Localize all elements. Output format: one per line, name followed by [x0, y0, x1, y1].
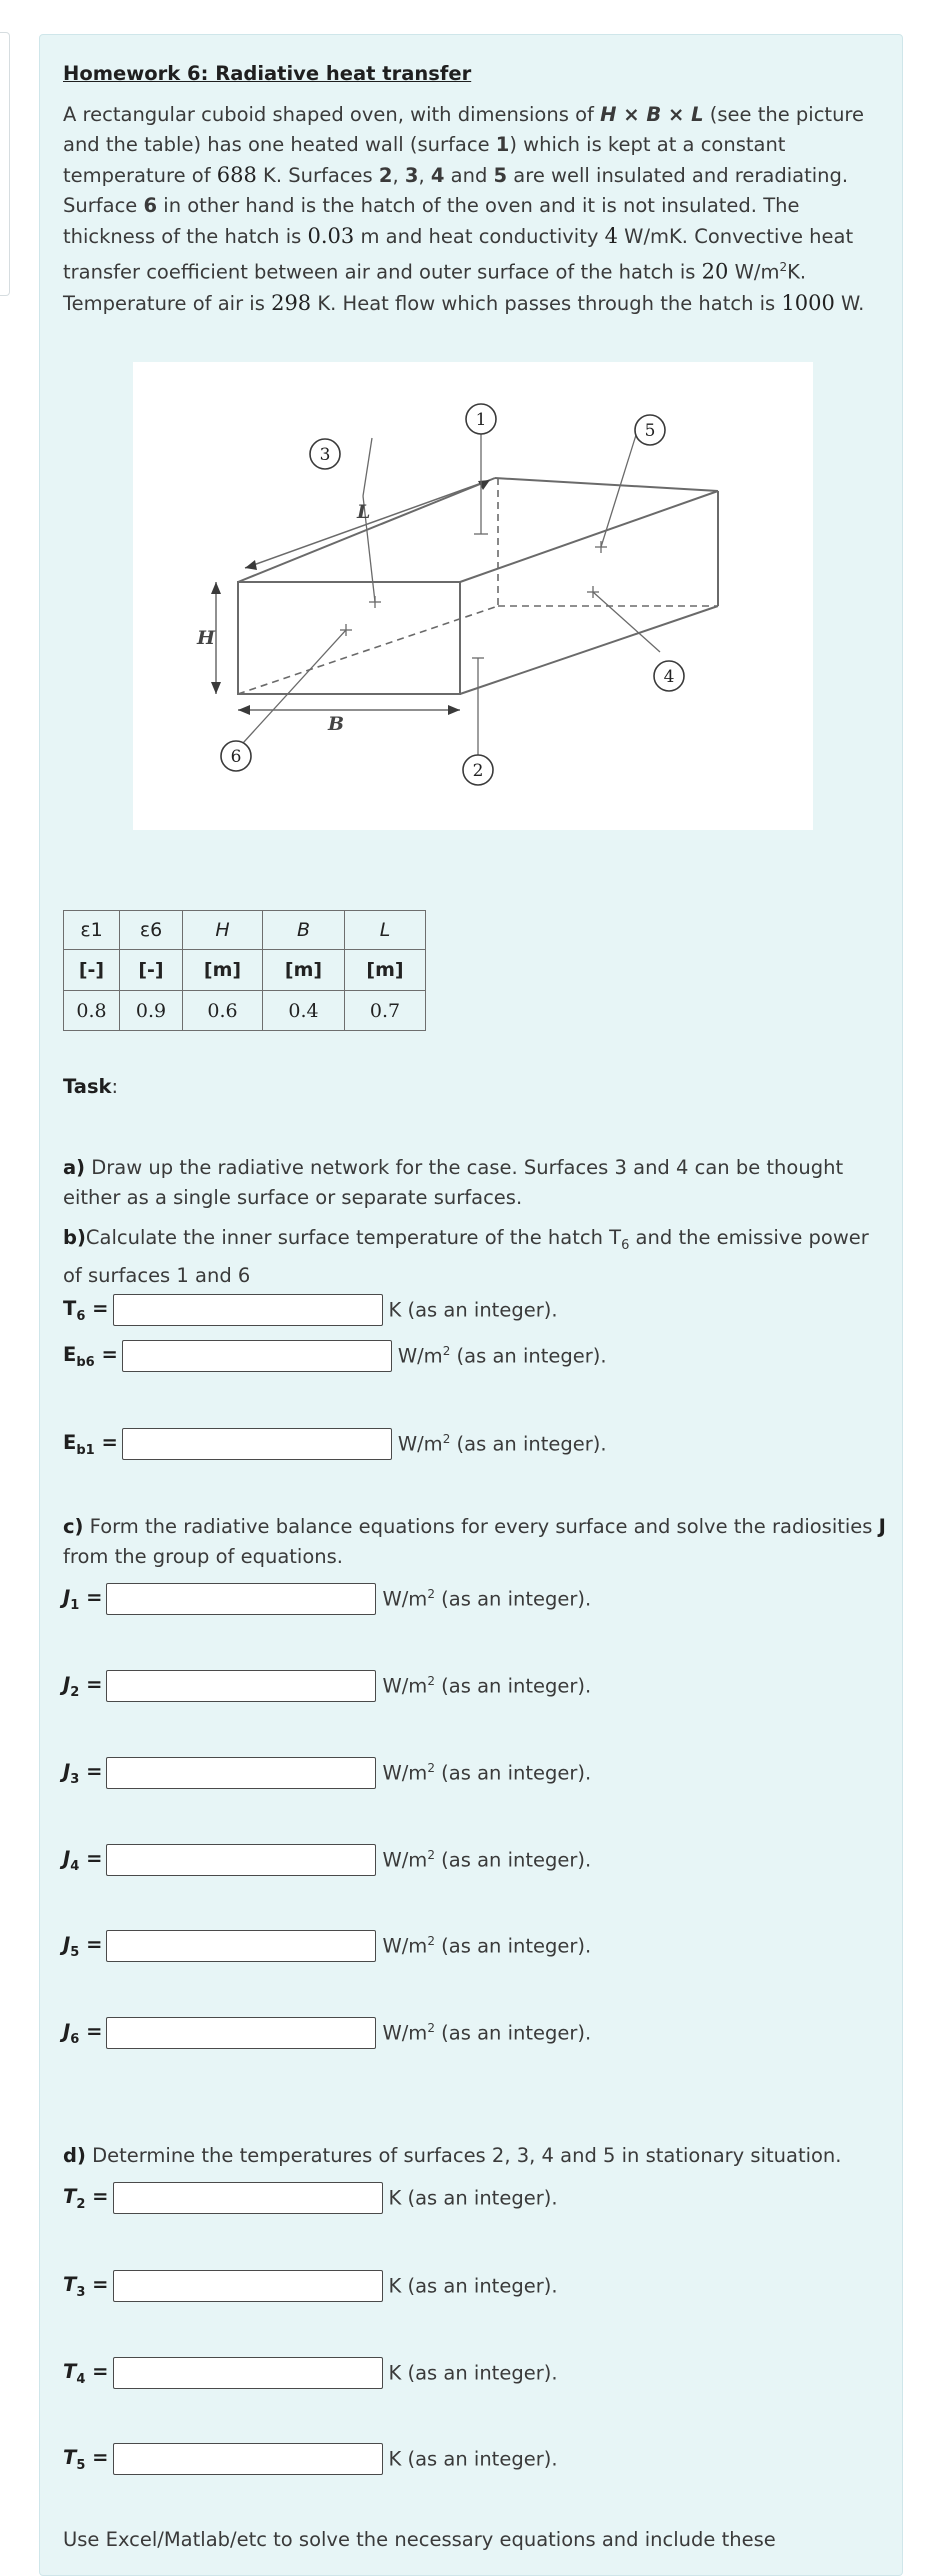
task-heading: Task: — [63, 1075, 119, 1098]
answer-label: $T_3$ = — [63, 2272, 109, 2300]
answer-input-J5[interactable] — [106, 1930, 376, 1962]
answer-input-J2[interactable] — [106, 1670, 376, 1702]
answer-unit: $W/m^2$ (as an integer). — [382, 1674, 592, 1698]
table-header-row — [64, 911, 426, 950]
answer-input-T6[interactable] — [113, 1294, 383, 1326]
answer-input-T3[interactable] — [113, 2270, 383, 2302]
answer-input-J6[interactable] — [106, 2017, 376, 2049]
answer-unit: $W/m^2$ (as an integer). — [397, 1432, 607, 1456]
label-L: L — [357, 501, 371, 523]
dimension-formula: H × B × L — [600, 103, 704, 126]
previous-panel-edge — [0, 32, 10, 296]
air-temperature: 298 — [271, 290, 312, 315]
answer-input-T4[interactable] — [113, 2357, 383, 2389]
answer-unit: K (as an integer). — [388, 1298, 558, 1322]
table-cell: 0.6 — [183, 991, 263, 1031]
edge-top-back — [495, 478, 718, 491]
table-units-row — [64, 950, 426, 991]
arrow-B-right — [448, 705, 460, 715]
wall-temperature: 688 — [216, 163, 257, 187]
leader-6 — [233, 630, 346, 754]
answer-unit: $W/m^2$ (as an integer). — [397, 1344, 607, 1368]
arrow-B-left — [238, 705, 250, 715]
part-d: d) Determine the temperatures of surfaces 2, 3, 4 and 5 in stationary situation. — [63, 2144, 842, 2167]
answer-label: $J_5$ = — [63, 1932, 103, 1960]
answer-row-T5 — [63, 2441, 558, 2477]
answer-label: $E_{b1}$ = — [63, 1430, 118, 1458]
callout-6: 6 — [230, 747, 242, 767]
table-cell: 0.8 — [64, 991, 120, 1031]
label-B: B — [328, 713, 345, 735]
answer-row-T6 — [63, 1292, 558, 1328]
table-cell: [-] — [64, 950, 120, 991]
label-H: H — [197, 627, 215, 649]
answer-label: $T_6$ = — [63, 1296, 109, 1324]
answer-unit: $W/m^2$ (as an integer). — [382, 1587, 592, 1611]
leader-3 — [363, 438, 372, 496]
answer-unit: K (as an integer). — [388, 2447, 558, 2471]
table-cell: [m] — [183, 950, 263, 991]
answer-label: $T_4$ = — [63, 2359, 109, 2387]
answer-label: $J_6$ = — [63, 2019, 103, 2047]
answer-label: $T_5$ = — [63, 2445, 109, 2473]
leader-4 — [593, 592, 660, 652]
answer-label: $J_3$ = — [63, 1759, 103, 1787]
answer-input-J3[interactable] — [106, 1757, 376, 1789]
answer-input-J1[interactable] — [106, 1583, 376, 1615]
oven-diagram-svg — [133, 362, 813, 830]
table-cell: 0.9 — [120, 991, 183, 1031]
answer-input-T5[interactable] — [113, 2443, 383, 2475]
answer-label: $J_4$ = — [63, 1846, 103, 1874]
table-cell: [m] — [263, 950, 345, 991]
table-header: B — [263, 911, 345, 950]
arrow-H-top — [211, 582, 221, 594]
page-title: Homework 6: Radiative heat transfer — [63, 62, 472, 85]
answer-input-J4[interactable] — [106, 1844, 376, 1876]
table-cell: [m] — [345, 950, 426, 991]
answer-input-T2[interactable] — [113, 2182, 383, 2214]
hatch-thickness: 0.03 — [307, 224, 355, 248]
answer-label: $J_2$ = — [63, 1672, 103, 1700]
answer-input-Eb1[interactable] — [122, 1428, 392, 1460]
arrow-H-bottom — [211, 682, 221, 694]
parameters-table — [63, 910, 426, 1031]
answer-unit: K (as an integer). — [388, 2186, 558, 2210]
convective-coefficient: 20 — [701, 259, 729, 284]
part-c: c) Form the radiative balance equations for every surface and solve the radiosities J from the group of equations. — [63, 1515, 886, 1568]
callout-2: 2 — [472, 761, 484, 781]
answer-input-Eb6[interactable] — [122, 1340, 392, 1372]
part-b: b)Calculate the inner surface temperature of the hatch $T_6$ and the emissive power of surfaces 1 and 6 — [63, 1226, 869, 1287]
dim-line-L — [245, 480, 490, 568]
callout-5: 5 — [644, 421, 656, 441]
answer-unit: $W/m^2$ (as an integer). — [382, 1934, 592, 1958]
answer-unit: $W/m^2$ (as an integer). — [382, 1761, 592, 1785]
answer-row-T2 — [63, 2180, 558, 2216]
heat-flow: 1000 — [781, 290, 835, 315]
answer-row-J4 — [63, 1842, 591, 1878]
answer-row-T4 — [63, 2355, 558, 2391]
part-a: a) Draw up the radiative network for the case. Surfaces 3 and 4 can be thought either as a single surface or separate surfaces. — [63, 1156, 844, 1209]
table-cell: 0.7 — [345, 991, 426, 1031]
problem-statement: A rectangular cuboid shaped oven, with dimensions of H × B × L (see the picture and the table) has one heated wall (surface 1) which is kept at a constant temperature of 688 K. Surfaces 2, 3, 4 and 5 are well insulated and reradiating. Surface 6 in other hand is the hatch of the oven and it is not insulated. The thickness of the hatch is 0.03 m and heat conductivity 4 W/mK. Convective heat transfer coefficient between air and outer surface of the hatch is 20 $W/m^2K$. Temperature of air is 298 K. Heat flow which passes through the hatch is 1000 W. — [63, 103, 865, 315]
answer-label: $E_{b6}$ = — [63, 1342, 118, 1370]
answer-unit: $W/m^2$ (as an integer). — [382, 1848, 592, 1872]
answer-row-J2 — [63, 1668, 591, 1704]
leader-5 — [601, 419, 641, 547]
table-header: L — [345, 911, 426, 950]
table-header: ε1 — [64, 911, 120, 950]
oven-diagram — [133, 362, 813, 830]
footer-instruction: Use Excel/Matlab/etc to solve the necessary equations and include these — [63, 2528, 776, 2551]
answer-row-Eb6 — [63, 1338, 607, 1374]
callout-1: 1 — [475, 410, 487, 430]
answer-unit: K (as an integer). — [388, 2274, 558, 2298]
table-header: ε6 — [120, 911, 183, 950]
answer-row-J1 — [63, 1581, 591, 1617]
answer-label: $T_2$ = — [63, 2184, 109, 2212]
answer-row-Eb1 — [63, 1426, 607, 1462]
answer-row-J5 — [63, 1928, 591, 1964]
callout-3: 3 — [319, 445, 331, 465]
answer-row-J3 — [63, 1755, 591, 1791]
answer-unit: K (as an integer). — [388, 2361, 558, 2385]
arrow-L-left — [245, 560, 257, 570]
answer-unit: $W/m^2$ (as an integer). — [382, 2021, 592, 2045]
table-values-row — [64, 991, 426, 1031]
answer-row-J6 — [63, 2015, 591, 2051]
heat-conductivity: 4 — [604, 224, 618, 248]
front-face — [238, 582, 460, 694]
table-cell: [-] — [120, 950, 183, 991]
table-header: H — [183, 911, 263, 950]
answer-row-T3 — [63, 2268, 558, 2304]
callout-4: 4 — [663, 667, 675, 687]
answer-label: $J_1$ = — [63, 1585, 103, 1613]
table-cell: 0.4 — [263, 991, 345, 1031]
